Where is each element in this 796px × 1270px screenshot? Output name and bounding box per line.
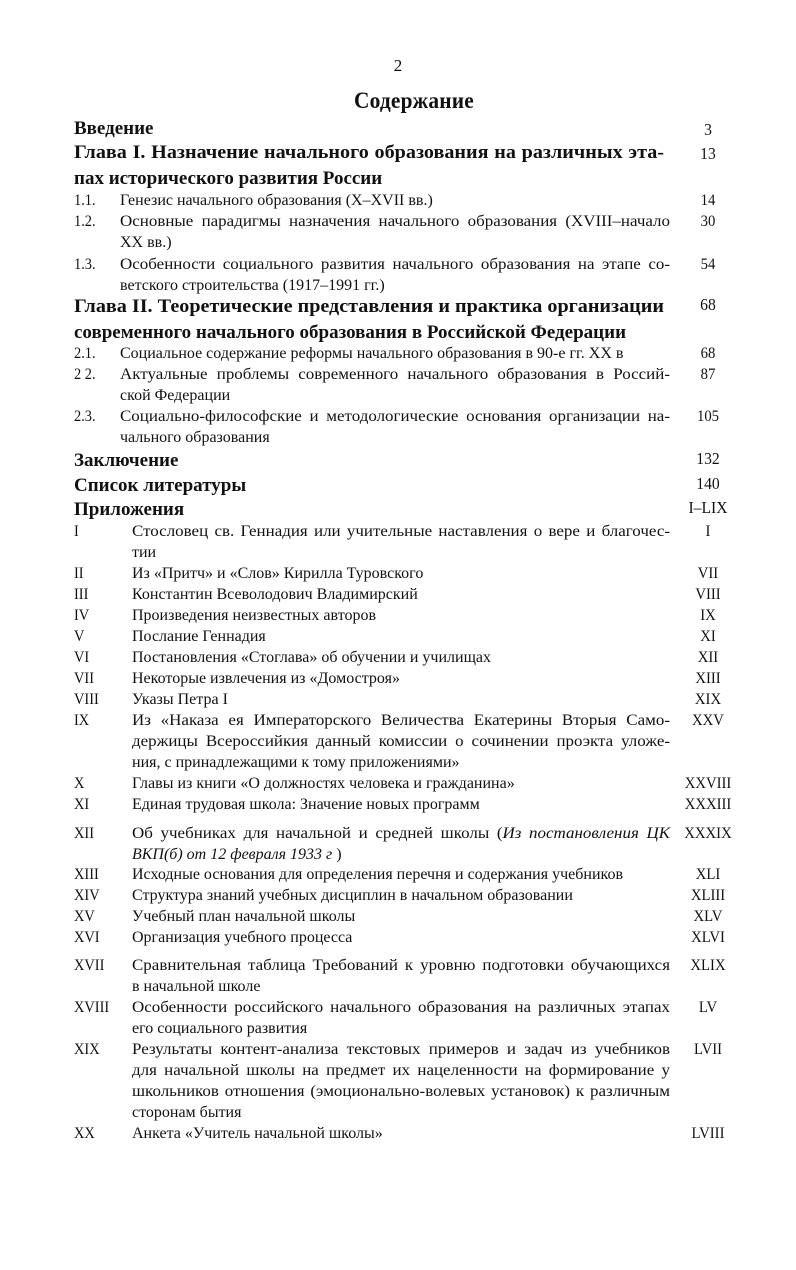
appendix-number: V [74, 628, 85, 645]
toc-entry-page: IX [700, 607, 716, 624]
toc-entry-page: 105 [696, 408, 720, 425]
appendix-title-italic: Из постановления ЦК [502, 825, 671, 842]
appendix-number: XII [74, 825, 94, 842]
toc-entry-page: XLI [695, 866, 721, 883]
toc-entry-page: 14 [700, 192, 716, 209]
appendix-title-line: Некоторые извлечения из «Домостроя» [132, 670, 400, 687]
appendix-number: XI [74, 796, 90, 813]
appendix-title-line: ния, с принадлежащими к тому приложениями» [132, 754, 460, 771]
chapter-title-line: пах исторического развития России [74, 168, 383, 189]
appendix-title-line: Произведения неизвестных авторов [132, 607, 377, 624]
page-title: Содержание [354, 88, 474, 113]
section-title-line: Основные парадигмы назначения начального образования (XVIII–начало [120, 213, 670, 230]
section-number: 2.1. [74, 345, 96, 362]
appendix-number: VIII [74, 691, 99, 708]
appendix-title-line: его социального развития [132, 1020, 308, 1037]
toc-entry-page: 30 [700, 213, 716, 230]
section-number: 2.3. [74, 408, 96, 425]
appendix-title-line: Указы Петра I [132, 691, 228, 708]
appendix-title-plain: ) [332, 846, 342, 863]
appendix-number: X [74, 775, 85, 792]
appendix-title-line: Исходные основания для определения перечня и содержания учебников [132, 866, 624, 883]
appendix-title-line: тии [132, 544, 157, 561]
section-number: 1.1. [74, 192, 96, 209]
section-number: 1.3. [74, 256, 96, 273]
toc-entry-page: LVIII [691, 1125, 725, 1142]
appendix-title-line: Единая трудовая школа: Значение новых программ [132, 796, 480, 813]
appendix-title-line: Структура знаний учебных дисциплин в начальном образовании [132, 887, 573, 904]
appendix-title-italic: ВКП(б) от 12 февраля 1933 г [132, 846, 333, 863]
appendix-number: IX [74, 712, 90, 729]
appendix-number: XV [74, 908, 95, 925]
section-title-line: Актуальные проблемы современного начального образования в Россий- [120, 366, 670, 383]
toc-entry-page: XXVIII [684, 775, 732, 792]
toc-entry-page: 87 [700, 366, 716, 383]
appendix-title-line: Сравнительная таблица Требований к уровню подготовки обучающихся [132, 957, 670, 974]
appendix-number: XX [74, 1125, 95, 1142]
toc-entry-label: Список литературы [74, 475, 247, 496]
toc-entry-label: Заключение [74, 450, 179, 471]
appendix-title-line: школьников отношения (эмоционально-волевых установок) к различным [132, 1083, 670, 1100]
appendix-title-line: сторонам бытия [132, 1104, 242, 1121]
toc-entry-page: 68 [700, 345, 716, 362]
appendix-number: XIII [74, 866, 99, 883]
appendix-number: II [74, 565, 84, 582]
appendix-number: IV [74, 607, 90, 624]
appendix-title-line [132, 844, 670, 865]
appendix-number: XVIII [74, 999, 110, 1016]
section-title-line: Особенности социального развития начального образования на этапе со- [120, 256, 670, 273]
appendix-title-line: для начальной школы на предмет их нацеленности на формирование у [132, 1062, 670, 1079]
toc-entry-page: XXXIII [684, 796, 732, 813]
toc-entry-page: LVII [693, 1041, 723, 1058]
section-title-line: ской Федерации [120, 387, 231, 404]
toc-entry-page: XXV [692, 712, 724, 729]
appendix-title-line: Из «Притч» и «Слов» Кирилла Туровского [132, 565, 424, 582]
appendix-number: XIV [74, 887, 100, 904]
toc-entry-page: VIII [695, 586, 721, 603]
toc-entry-page: XII [697, 649, 719, 666]
appendix-title-line: Главы из книги «О должностях человека и гражданина» [132, 775, 515, 792]
chapter-title-line: Глава II. Теоретические представления и практика организации [74, 296, 664, 317]
toc-entry-page: 13 [700, 144, 716, 163]
appendix-title-line: Организация учебного процесса [132, 929, 353, 946]
toc-entry-page: I [705, 523, 711, 540]
section-title-line: ветского строительства (1917–1991 гг.) [120, 277, 385, 294]
appendix-title-line: в начальной школе [132, 978, 261, 995]
appendix-title-line: Из «Наказа ея Императорского Величества Екатерины Вторыя Само- [132, 712, 670, 729]
toc-entry-page: XIII [695, 670, 721, 687]
toc-entry-page: XLVI [691, 929, 725, 946]
appendix-title-line: Результаты контент-анализа текстовых примеров и задач из учебников [132, 1041, 670, 1058]
toc-entry-label: Приложения [74, 499, 185, 520]
appendix-title-line: держицы Всероссийкия данный комиссии о сочинении проэкта уложе- [132, 733, 670, 750]
toc-entry-label: Введение [74, 118, 154, 139]
chapter-title-line: современного начального образования в Российской Федерации [74, 322, 627, 343]
section-number: 1.2. [74, 213, 96, 230]
toc-entry-page: 132 [696, 449, 720, 468]
chapter-title-line: Глава I. Назначение начального образования на различных эта- [74, 142, 664, 163]
appendix-number: XIX [74, 1041, 100, 1058]
appendix-number: I [74, 523, 79, 540]
page-number: 2 [393, 56, 403, 75]
toc-entry-page: 68 [700, 295, 716, 314]
appendix-number: XVI [74, 929, 100, 946]
section-title-line: Генезис начального образования (X–XVII вв.) [120, 192, 433, 209]
toc-entry-page: LV [698, 999, 718, 1016]
toc-entry-page: I–LIX [688, 498, 728, 517]
appendix-number: XVII [74, 957, 105, 974]
section-title-line: Социальное содержание реформы начального образования в 90-е гг. XX в [120, 345, 624, 362]
section-title-line: чального образования [120, 429, 270, 446]
appendix-number: VI [74, 649, 90, 666]
toc-entry-page: 3 [704, 120, 712, 139]
toc-entry-page: XXXIX [684, 825, 732, 842]
toc-entry-page: XLV [693, 908, 723, 925]
section-number: 2 2. [74, 366, 96, 383]
toc-entry-page: XLIX [690, 957, 726, 974]
appendix-title-line: Учебный план начальной школы [132, 908, 356, 925]
toc-entry-page: XLIII [690, 887, 726, 904]
appendix-title-line: Послание Геннадия [132, 628, 266, 645]
appendix-number: III [74, 586, 89, 603]
toc-entry-page: XIX [694, 691, 722, 708]
appendix-title-line: Особенности российского начального образования на различных этапах [132, 999, 670, 1016]
appendix-title-line: Постановления «Стоглава» об обучении и училищах [132, 649, 491, 666]
appendix-title-line [132, 823, 670, 844]
toc-entry-page: 140 [696, 474, 720, 493]
toc-entry-page: 54 [700, 256, 716, 273]
section-title-line: XX вв.) [120, 234, 172, 251]
toc-entry-page: XI [700, 628, 716, 645]
appendix-title-plain: Об учебниках для начальной и средней школы ( [132, 825, 503, 842]
appendix-number: VII [74, 670, 94, 687]
appendix-title-line: Константин Всеволодович Владимирский [132, 586, 418, 603]
toc-entry-page: VII [697, 565, 719, 582]
appendix-title-line: Стословец св. Геннадия или учительные наставления о вере и благочес- [132, 523, 670, 540]
appendix-title-line: Анкета «Учитель начальной школы» [132, 1125, 383, 1142]
section-title-line: Социально-философские и методологические основания организации на- [120, 408, 670, 425]
